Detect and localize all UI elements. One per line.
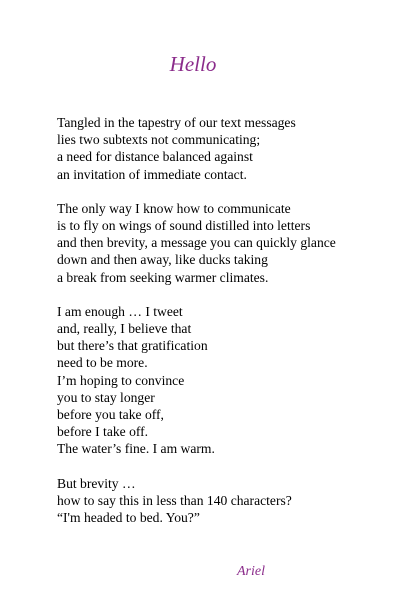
poem-line: before I take off. [57, 424, 149, 440]
stanza-3 [57, 303, 402, 458]
poem-line: need to be more. [57, 355, 148, 371]
poem-body [57, 114, 402, 543]
poem-line: lies two subtexts not communicating; [57, 132, 261, 148]
poem-line: a break from seeking warmer climates. [57, 269, 269, 285]
stanza-4 [57, 475, 402, 527]
poem-line: down and then away, like ducks taking [57, 252, 268, 268]
poem-line: a need for distance balanced against [57, 149, 253, 165]
poem-line: I’m hoping to convince [57, 372, 185, 388]
stanza-1 [57, 114, 402, 183]
poem-line: an invitation of immediate contact. [57, 166, 247, 182]
poem-line: how to say this in less than 140 characters? [57, 492, 292, 508]
author-signature: Ariel [237, 564, 265, 579]
poem-line: But brevity … [57, 475, 136, 491]
poem-line: is to fly on wings of sound distilled into letters [57, 218, 311, 234]
poem-line: you to stay longer [57, 389, 155, 405]
poem-line: and, really, I believe that [57, 321, 192, 337]
poem-line: The only way I know how to communicate [57, 200, 291, 216]
poem-line: Tangled in the tapestry of our text messages [57, 115, 296, 130]
poem-line: I am enough … I tweet [57, 303, 183, 319]
poem-line: The water’s fine. I am warm. [57, 441, 215, 457]
poem-title: Hello [169, 52, 217, 76]
poem-line: but there’s that gratification [57, 338, 208, 354]
poem-line: before you take off, [57, 407, 164, 423]
stanza-2 [57, 200, 402, 286]
poem-line: and then brevity, a message you can quickly glance [57, 235, 336, 251]
poem-line: “I'm headed to bed. You?” [57, 510, 200, 526]
